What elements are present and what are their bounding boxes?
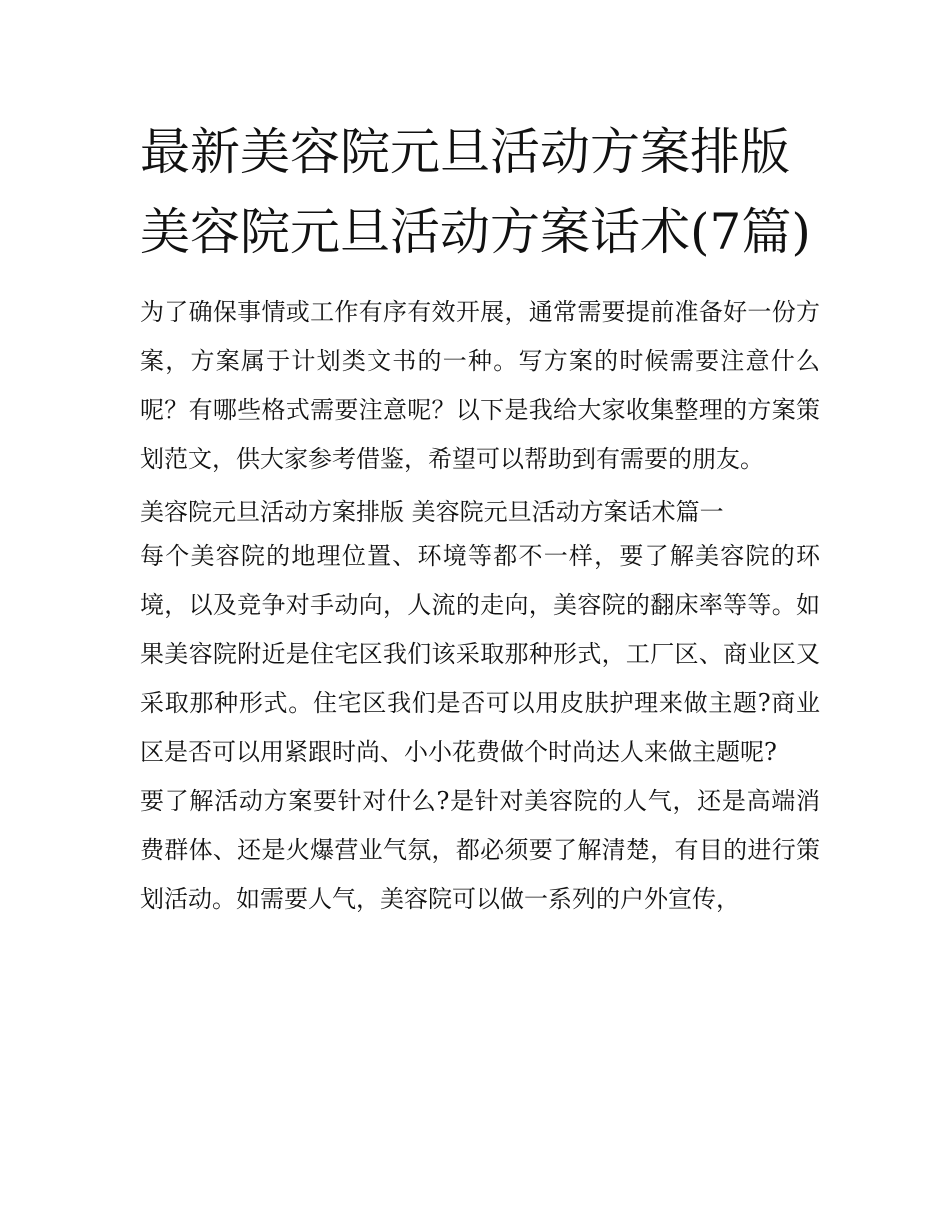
document-title: 最新美容院元旦活动方案排版美容院元旦活动方案话术(7篇) xyxy=(140,123,811,261)
body-paragraph: 每个美容院的地理位置、环境等都不一样，要了解美容院的环境，以及竞争对手动向，人流的走向，美容院的翻床率等等。如果美容院附近是住宅区我们该采取那种形式，工厂区、商业区又采取那种形式。住宅区我们是否可以用皮肤护理来做主题?商业区是否可以用紧跟时尚、小小花费做个时尚达人来做主题呢? xyxy=(140,542,820,766)
document-page xyxy=(140,0,820,924)
intro-paragraph: 为了确保事情或工作有序有效开展，通常需要提前准备好一份方案，方案属于计划类文书的一种。写方案的时候需要注意什么呢？有哪些格式需要注意呢？以下是我给大家收集整理的方案策划范文，供大家参考借鉴，希望可以帮助到有需要的朋友。 xyxy=(140,298,820,473)
section-heading: 美容院元旦活动方案排版 美容院元旦活动方案话术篇一 xyxy=(140,498,724,526)
body-paragraph: 要了解活动方案要针对什么?是针对美容院的人气，还是高端消费群体、还是火爆营业气氛，都必须要了解清楚，有目的进行策划活动。如需要人气，美容院可以做一系列的户外宣传， xyxy=(140,787,820,913)
document-body xyxy=(140,288,820,924)
